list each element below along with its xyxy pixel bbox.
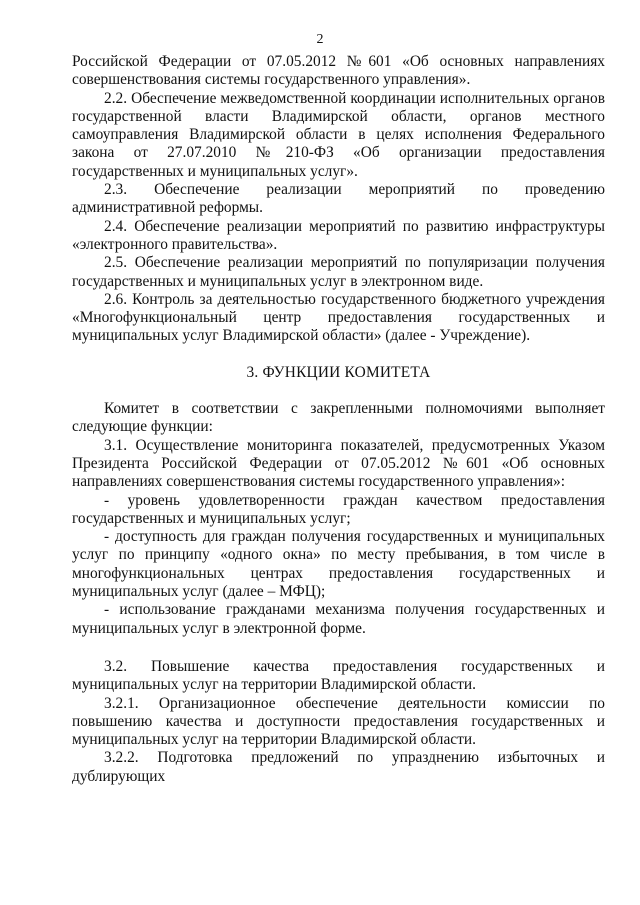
paragraph: 2.3. Обеспечение реализации мероприятий по проведению административной реформы. [72,181,605,217]
paragraph: Комитет в соответствии с закрепленными полномочиями выполняет следующие функции: [72,400,605,436]
paragraph: 3.2. Повышение качества предоставления государственных и муниципальных услуг на территории Владимирской области. [72,657,605,694]
paragraph: 3.2.2. Подготовка предложений по упразднению избыточных и дублирующих [72,749,605,785]
paragraph: 3.2.1. Организационное обеспечение деятельности комиссии по повышению качества и доступности предоставления государственных и муниципальных услуг на территории Владимирской области. [72,694,605,749]
spacer [72,346,605,364]
paragraph: Российской Федерации от 07.05.2012 №601 «Об основных направлениях совершенствования системы государственного управления». [72,53,605,89]
section-heading: 3. ФУНКЦИИ КОМИТЕТА [246,363,431,381]
spacer [72,382,605,400]
paragraph: 3.1. Осуществление мониторинга показателей, предусмотренных Указом Президента Российской Федерации от 07.05.2012 №601 «Об основных направлениях совершенствования системы государственного управления»: [72,436,605,491]
document-body [72,53,605,786]
page-number: 2 [316,32,324,47]
paragraph: 2.5. Обеспечение реализации мероприятий по популяризации получения государственных и муниципальных услуг в электронном виде. [72,254,605,290]
list-item: - доступность для граждан получения государственных и муниципальных услуг по принципу «одного окна» по месту пребывания, в том числе в многофункциональных центрах предоставления государственных и муниципальных услуг (далее – МФЦ); [72,528,605,601]
paragraph: 2.4. Обеспечение реализации мероприятий по развитию инфраструктуры «электронного правительства». [72,217,605,253]
list-item: - использование гражданами механизма получения государственных и муниципальных услуг в электронной форме. [72,601,605,637]
paragraph: 2.6. Контроль за деятельностью государственного бюджетного учреждения «Многофункциональный центр предоставления государственных и муниципальных услуг Владимирской области» (далее - Учреждение). [72,290,605,345]
list-item: - уровень удовлетворенности граждан качеством предоставления государственных и муниципальных услуг; [72,491,605,527]
paragraph: 2.2. Обеспечение межведомственной координации исполнительных органов государственной власти Владимирской области, органов местного самоуправления Владимирской области в целях исполнения Федерального закона от 27.07.2010 №210-ФЗ «Об организации предоставления государственных и муниципальных услуг». [72,89,605,180]
spacer [72,638,605,658]
